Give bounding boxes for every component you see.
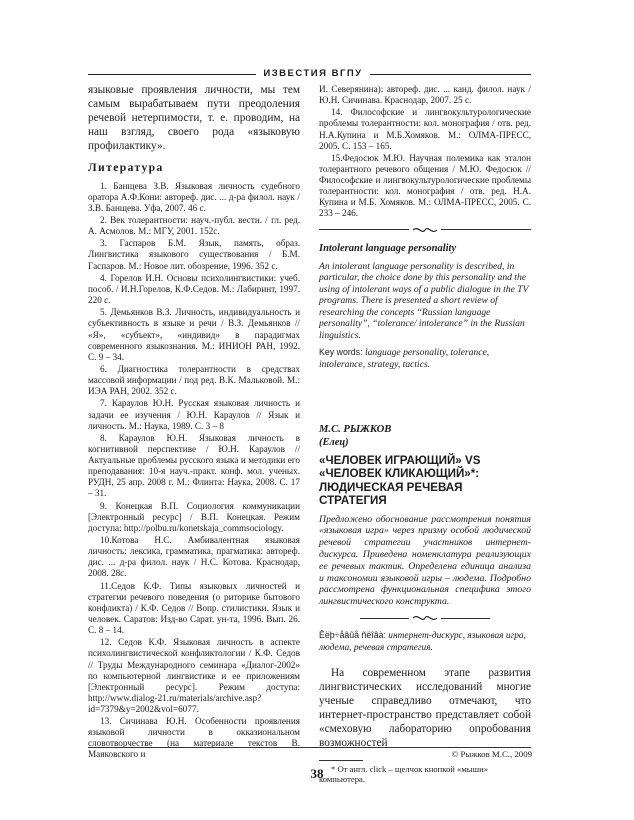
reference-item: 1. Банщева З.В. Языковая личность судебного оратора А.Ф.Кони: автореф. дис. ... д-ра филол. наук / З.В. Банщева. Уфа, 2007. 46 с.: [88, 180, 300, 213]
footnote-rule: [319, 760, 363, 761]
right-column: [319, 84, 531, 784]
english-title: Intolerant language personality: [319, 242, 457, 254]
reference-item: 2. Век толерантности: науч.-публ. вестн. / гл. ред. А. Асмолов. М.: МГУ, 2001. 152с.: [88, 215, 300, 237]
reference-item: И. Северянина): автореф. дис. ... канд. филол. наук / Ю.Н. Сичинава. Краснодар, 2007. 25 с.: [319, 84, 531, 106]
continuation-text: языковые проявления личности, мы тем самым вырабатываем пути преодоления речевой нетерпимости, т. е. проводим, на наш взгляд, своего рода «языковую профилактику».: [88, 84, 300, 152]
reference-item: 13. Сичинава Ю.Н. Особенности проявления языковой личности в окказиональном словотворчестве (на материале текстов В. Маяковского и: [88, 716, 300, 760]
flourish-icon: [412, 225, 438, 235]
reference-item: 11.Седов К.Ф. Типы языковых личностей и стратегии речевого поведения (о риторике бытового конфликта) / К.Ф. Седов // Вопр. стилистики. Язык и человек. Саратов: Изд-во Сарат. ун-та, 1996. Вып. 26. С. 8 – 14.: [88, 580, 300, 636]
reference-item: 8. Караулов Ю.Н. Языковая личность в когнитивной перспективе / Ю.Н. Караулов // Актуальные проблемы русского языка и методики его преподавания: 10-я науч.-практ. конф. мол. ученых. РУДН, 25 апр. 2008 г. М.: Флинта: Наука, 2008. С. 17 – 31.: [88, 432, 300, 499]
journal-title: ИЗВЕСТИЯ ВГПУ: [263, 68, 363, 79]
article-title: «ЧЕЛОВЕК ИГРАЮЩИЙ» VS «ЧЕЛОВЕК КЛИКАЮЩИЙ»*: ЛЮДИЧЕСКАЯ РЕЧЕВАЯ СТРАТЕГИЯ: [319, 454, 481, 508]
reference-item: 9. Конецкая В.П. Социология коммуникации [Электронный ресурс] / В.П. Конецкая. Режим доступа: http://polbu.ru/konetskaja_commsociology.: [88, 500, 300, 533]
page-number: 38: [310, 766, 324, 781]
footer-rule: [88, 747, 531, 748]
reference-item: 7. Караулов Ю.Н. Русская языковая личность и задачи ее изучения / Ю.Н. Караулов // Язык и личность. М.: Наука, 1989. С. 3 – 8: [88, 398, 300, 431]
russian-abstract: Предложено обоснование рассмотрения понятия «языковая игра» через призму особой людической речевой стратегии участников интернет-дискурса. Приведена номенклатура реализующих ее речевых тактик. Определена единица анализа и таксономии языковой игры – людема. Подробно рассмотрена функциональная специфика этого лингвистического конструкта.: [319, 513, 531, 608]
ornament-divider-short: [360, 613, 490, 623]
english-abstract: An intolerant language personality is described, in particular, the choice done by this personality and the using of intolerant ways of a public dialogue in the TV programs. There is presented a short review of researching the concepts “Russian language personality”, “tolerance/ intolerance” in the Russian linguistics.: [319, 260, 529, 341]
reference-item: 4. Горелов И.Н. Основы психолингвистики: учеб. пособ. / И.Н.Горелов, К.Ф.Седов. М.: Лабиринт, 1997. 220 с.: [88, 272, 300, 306]
ornament-divider: [319, 225, 531, 235]
flourish-icon: [412, 613, 438, 623]
footnote: * От англ. click – щелчок кнопкой «мыши» компьютера.: [319, 763, 489, 785]
reference-item: 5. Демьянков В.З. Личность, индивидуальность и субъективность в языке и речи / В.З. Демьянков // «Я», «субъект», «индивид» в парадигмах современного языкознания. М.: ИНИОН РАН, 1992. С. 9 – 34.: [88, 307, 300, 362]
author-name: М.С. РЫЖКОВ: [319, 424, 392, 435]
reference-item: 12. Седов К.Ф. Языковая личность в аспекте психолингвистической конфликтологии / К.Ф. Седов // Труды Международного семинара «Диалог-2002» по компьютерной лингвистике и ее приложениям [Электронный ресурс]. Режим доступа: http://www.dialog-21.ru/materials/archive.asp?id=7379&y=2002&vol=6077.: [88, 637, 300, 714]
english-keywords: [319, 347, 531, 370]
reference-item: 14. Философские и лингвокультурологические проблемы толерантности: кол. монография / отв. ред. Н.А.Купина и М.Б.Хомяков. М.: ОЛМА-ПРЕСС, 2005. С. 153 – 165.: [319, 107, 531, 151]
keywords-value: интернет-дискурс, языковая игра, людема, речевая стратегия.: [319, 631, 526, 653]
references-title: Литература: [88, 160, 164, 174]
keywords-label: Êëþ÷åâûå ñëîâà:: [319, 630, 386, 640]
russian-keywords: [319, 630, 531, 654]
header-rule-left: [88, 74, 256, 75]
keywords-value: language personality, tolerance, intolerance, strategy, tactics.: [319, 347, 490, 370]
reference-item: 3. Гаспаров Б.М. Язык, память, образ. Лингвистика языкового существования / Б.М. Гаспаров. М.: Новое лит. обозрение, 1996. 352 с.: [88, 238, 300, 271]
reference-item: 6. Диагностика толерантности в средствах массовой информации / под ред. В.К. Мальковой. М.: ИЭА РАН, 2002. 352 с.: [88, 363, 300, 397]
body-text: На современном этапе развития лингвистических исследований многие ученые справедливо отмечают, что интернет-пространство представляет собой «смеховую лабораторию опробования возможностей: [319, 667, 531, 749]
keywords-label: Key words:: [319, 347, 363, 357]
copyright: © Рыжков М.С., 2009: [451, 749, 532, 759]
reference-item: 10.Котова Н.С. Амбивалентная языковая личность: лексика, грамматика, прагматика: автореф. дис. ... д-ра филол. наук / Н.С. Котова. Краснодар, 2008. 28с.: [88, 535, 300, 579]
author-city: (Елец): [319, 437, 349, 448]
journal-header: [88, 66, 531, 82]
left-column: [88, 84, 300, 762]
reference-item: 15.Федосюк М.Ю. Научная полемика как эталон толерантного речевого общения / М.Ю. Федосюк // Философские и лингвокультурологические проблемы толерантности: кол. монография / отв. ред. Н.А. Купина и М.Б. Хомяков. М.: ОЛМА-ПРЕСС, 2005. С. 233 – 246.: [319, 152, 531, 219]
header-rule-right: [370, 74, 531, 75]
